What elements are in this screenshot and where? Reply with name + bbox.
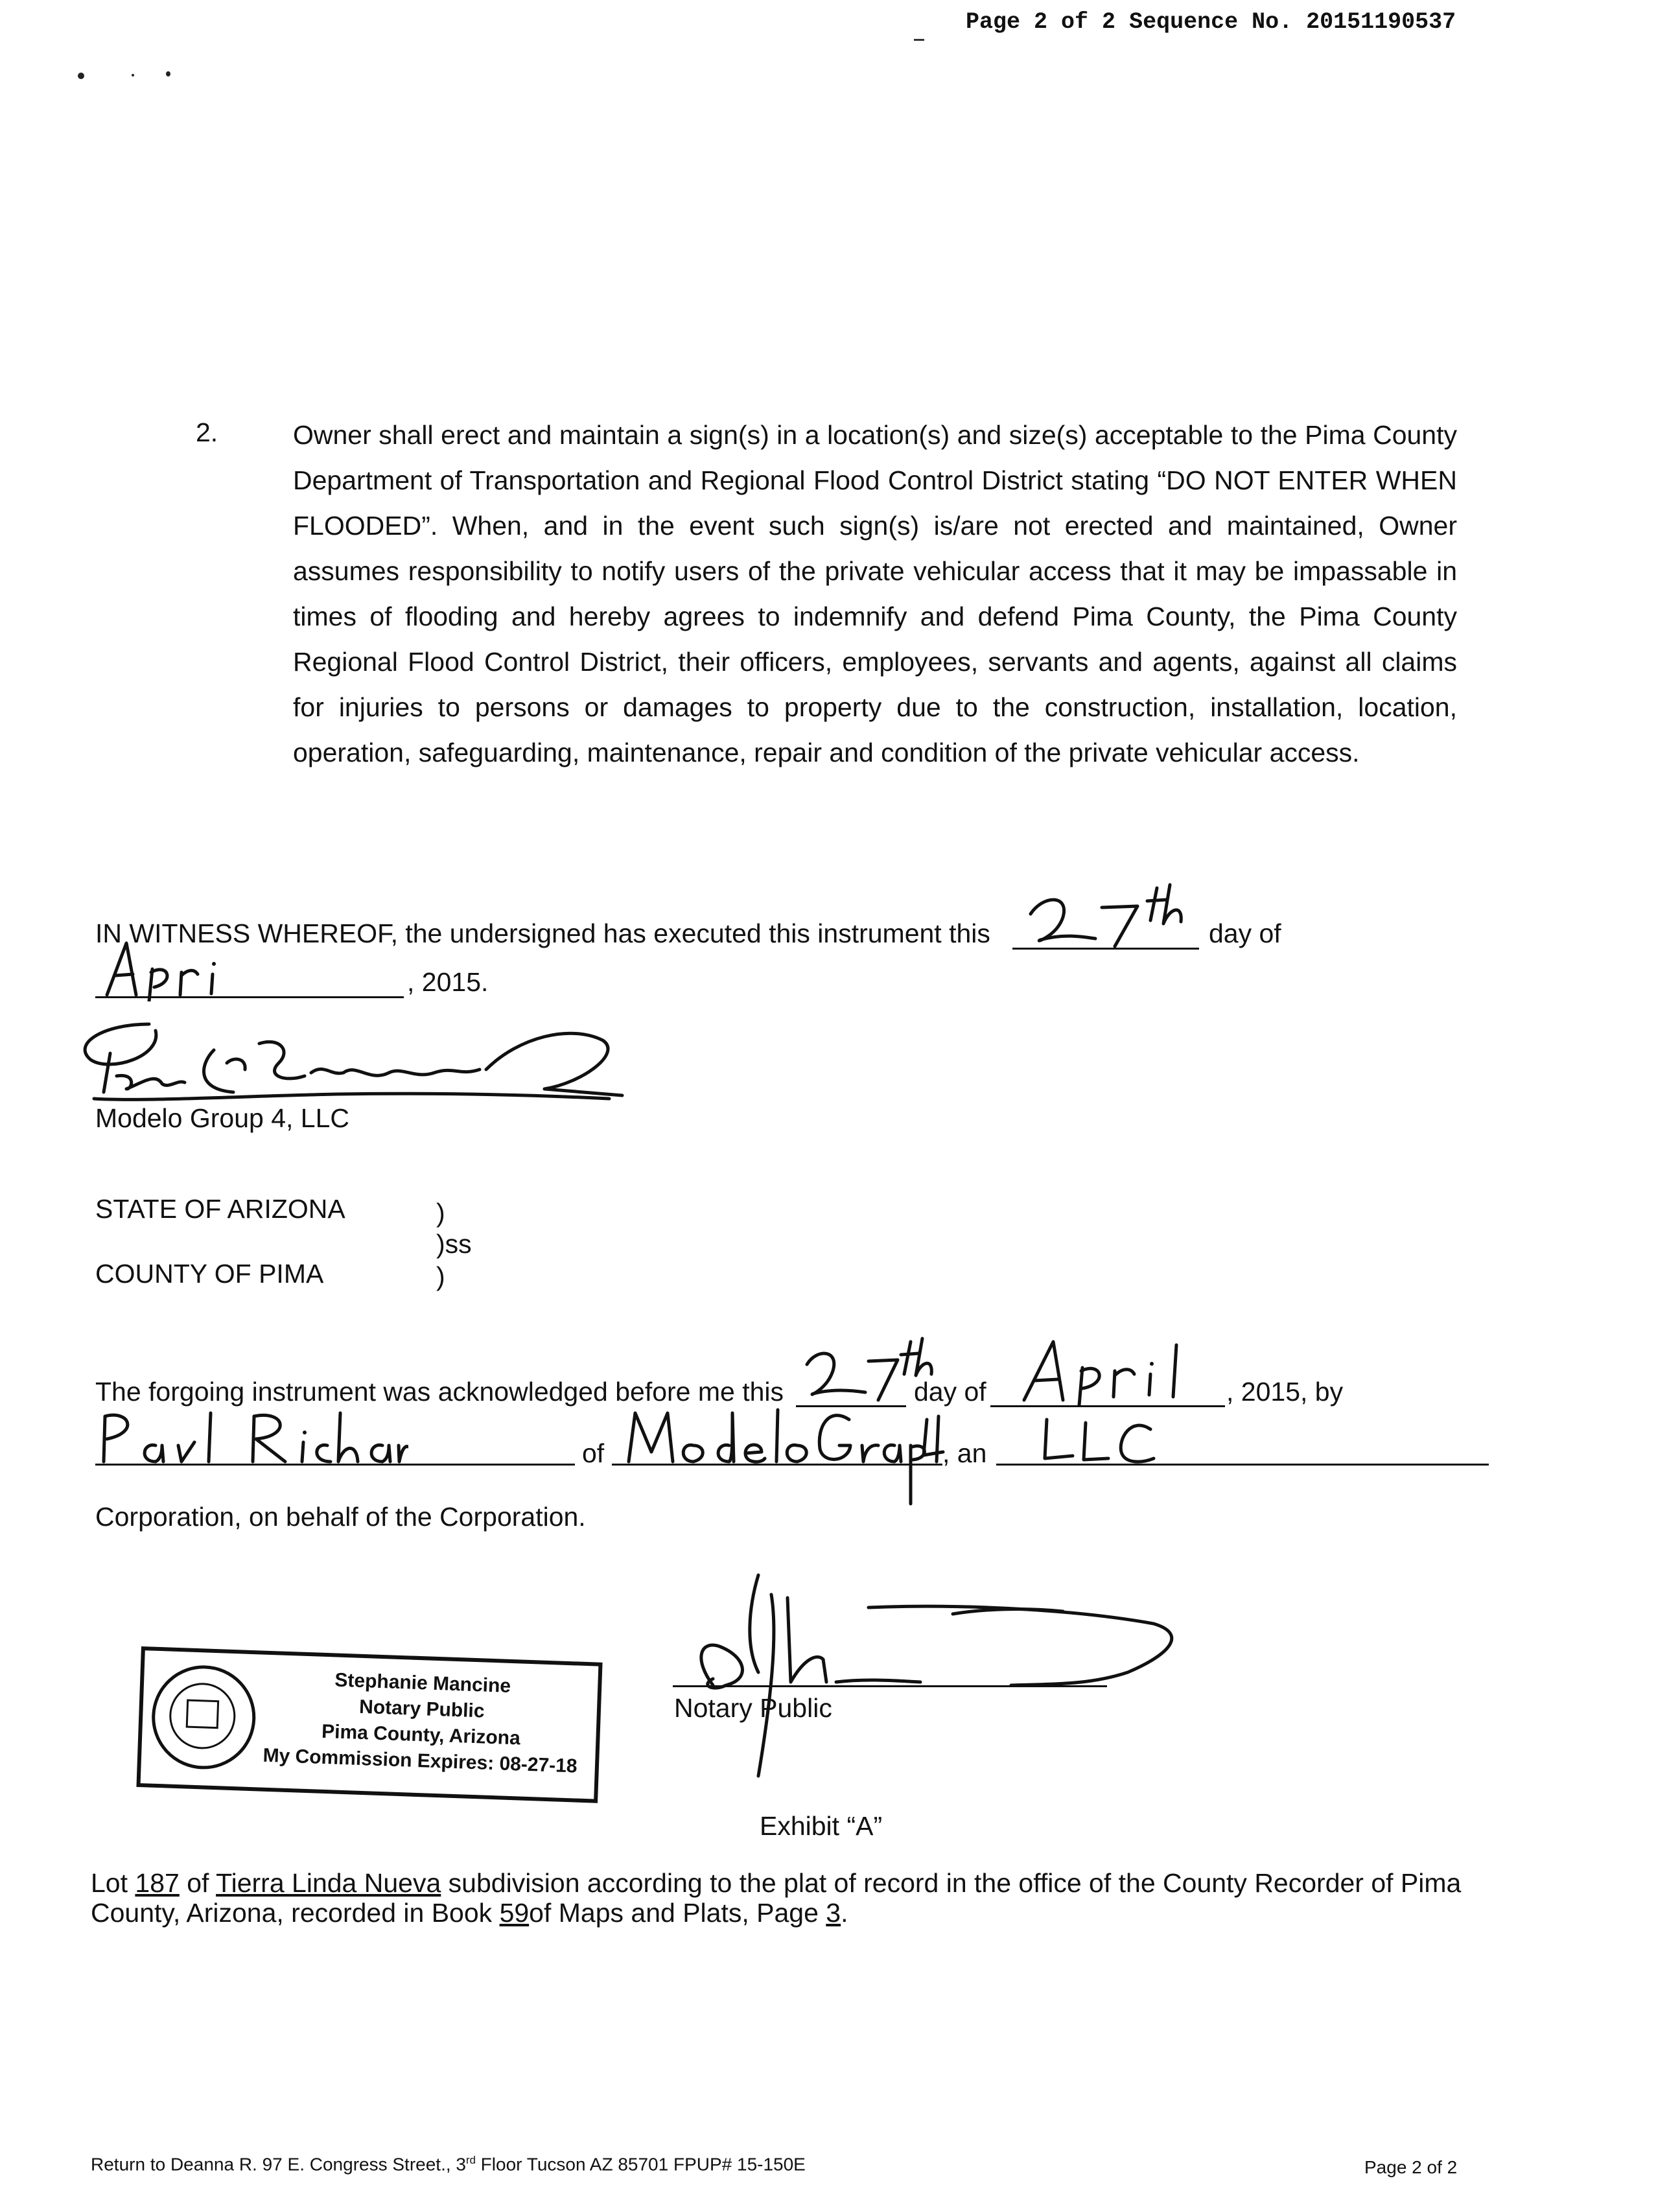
- exhibit-end: .: [841, 1898, 848, 1928]
- paragraph-2-text: Owner shall erect and maintain a sign(s) in a location(s) and size(s) acceptable to the Pima County Department of Transportation and Regional Flood Control District stating “DO NOT ENTER WHEN FLOODED”. When, and in the event such sign(s) is/are not erected and maintained, Owner assumes responsibility to notify users of the private vehicular access that it may be impassable in times of flooding and hereby agrees to indemnify and defend Pima County, the Pima County Regional Flood Control District, their officers, employees, servants and agents, against all claims for injuries to persons or damages to property due to the construction, installation, location, operation, safeguarding, maintenance, repair and condition of the private vehicular access.: [293, 420, 1457, 767]
- recording-header: [966, 9, 1456, 35]
- exhibit-of: of: [187, 1868, 209, 1898]
- ack-entity-type-handwriting: [1037, 1413, 1167, 1471]
- paragraph-number: 2.: [196, 417, 218, 447]
- ack-year-by: , 2015, by: [1226, 1377, 1344, 1407]
- venue-ss: )ss: [436, 1229, 472, 1259]
- scan-speck: [132, 74, 134, 76]
- witness-day-handwriting: [1024, 882, 1199, 953]
- footer-return-to-b: Floor Tucson AZ 85701 FPUP# 15-150E: [475, 2154, 806, 2175]
- header-sequence-number: 20151190537: [1306, 9, 1456, 35]
- witness-month-handwriting: [97, 937, 246, 1001]
- header-page-label: Page 2 of 2: [966, 9, 1116, 35]
- header-sequence-label: Sequence No.: [1129, 9, 1293, 35]
- notary-signature: [674, 1569, 1193, 1782]
- notary-stamp-text: [258, 1665, 585, 1779]
- exhibit-lot-prefix: Lot: [91, 1868, 128, 1898]
- footer-return-to: [91, 2154, 806, 2175]
- exhibit-book: 59: [499, 1898, 530, 1928]
- ack-name-handwriting: [97, 1407, 408, 1471]
- ack-of: of: [582, 1438, 605, 1468]
- witness-day-of: day of: [1209, 918, 1281, 948]
- exhibit-page: 3: [826, 1898, 841, 1928]
- notary-name: Stephanie Mancine: [334, 1669, 511, 1697]
- notary-seal: [150, 1664, 257, 1771]
- seal-emblem-icon: [186, 1699, 220, 1729]
- signer-entity: Modelo Group 4, LLC: [95, 1103, 350, 1133]
- notary-title: Notary Public: [358, 1696, 485, 1722]
- exhibit-subdivision: Tierra Linda Nueva: [216, 1868, 441, 1898]
- notary-stamp: [136, 1646, 602, 1803]
- footer-return-to-sup: rd: [465, 2154, 476, 2166]
- ack-prefix: The forgoing instrument was acknowledged before me this: [95, 1377, 784, 1407]
- notary-county: Pima County, Arizona: [321, 1720, 521, 1749]
- exhibit-line-1: [91, 1867, 1461, 1899]
- ack-day-of: day of: [914, 1377, 986, 1407]
- exhibit-text-1: subdivision according to the plat of record in the office of the County Recorder of Pima: [448, 1868, 1462, 1898]
- ack-closing: Corporation, on behalf of the Corporation.: [95, 1502, 586, 1532]
- venue-state: STATE OF ARIZONA: [95, 1194, 345, 1224]
- scan-speck: [166, 71, 170, 76]
- notary-signature-label: Notary Public: [674, 1693, 832, 1723]
- exhibit-text-3: of Maps and Plats, Page: [529, 1898, 819, 1928]
- exhibit-text-2: County, Arizona, recorded in Book: [91, 1898, 493, 1928]
- venue-state-paren: ): [436, 1198, 445, 1228]
- exhibit-lot-number: 187: [135, 1868, 180, 1898]
- scan-speck: [78, 73, 84, 79]
- exhibit-line-2: [91, 1897, 848, 1929]
- ack-an: , an: [942, 1438, 987, 1468]
- witness-prefix: IN WITNESS WHEREOF, the undersigned has executed this instrument this: [95, 918, 990, 948]
- ack-month-handwriting: [1018, 1335, 1199, 1407]
- notary-expires: My Commission Expires: 08-27-18: [262, 1744, 578, 1777]
- footer-return-to-a: Return to Deanna R. 97 E. Congress Street., 3: [91, 2154, 466, 2175]
- witness-year: , 2015.: [407, 967, 489, 997]
- exhibit-title: Exhibit “A”: [760, 1811, 883, 1841]
- header-dash-mark: [914, 39, 924, 41]
- ack-entity-handwriting: [622, 1400, 946, 1510]
- footer-page-label: Page 2 of 2: [1364, 2157, 1458, 2177]
- venue-county-paren: ): [436, 1261, 445, 1291]
- venue-county: COUNTY OF PIMA: [95, 1259, 324, 1289]
